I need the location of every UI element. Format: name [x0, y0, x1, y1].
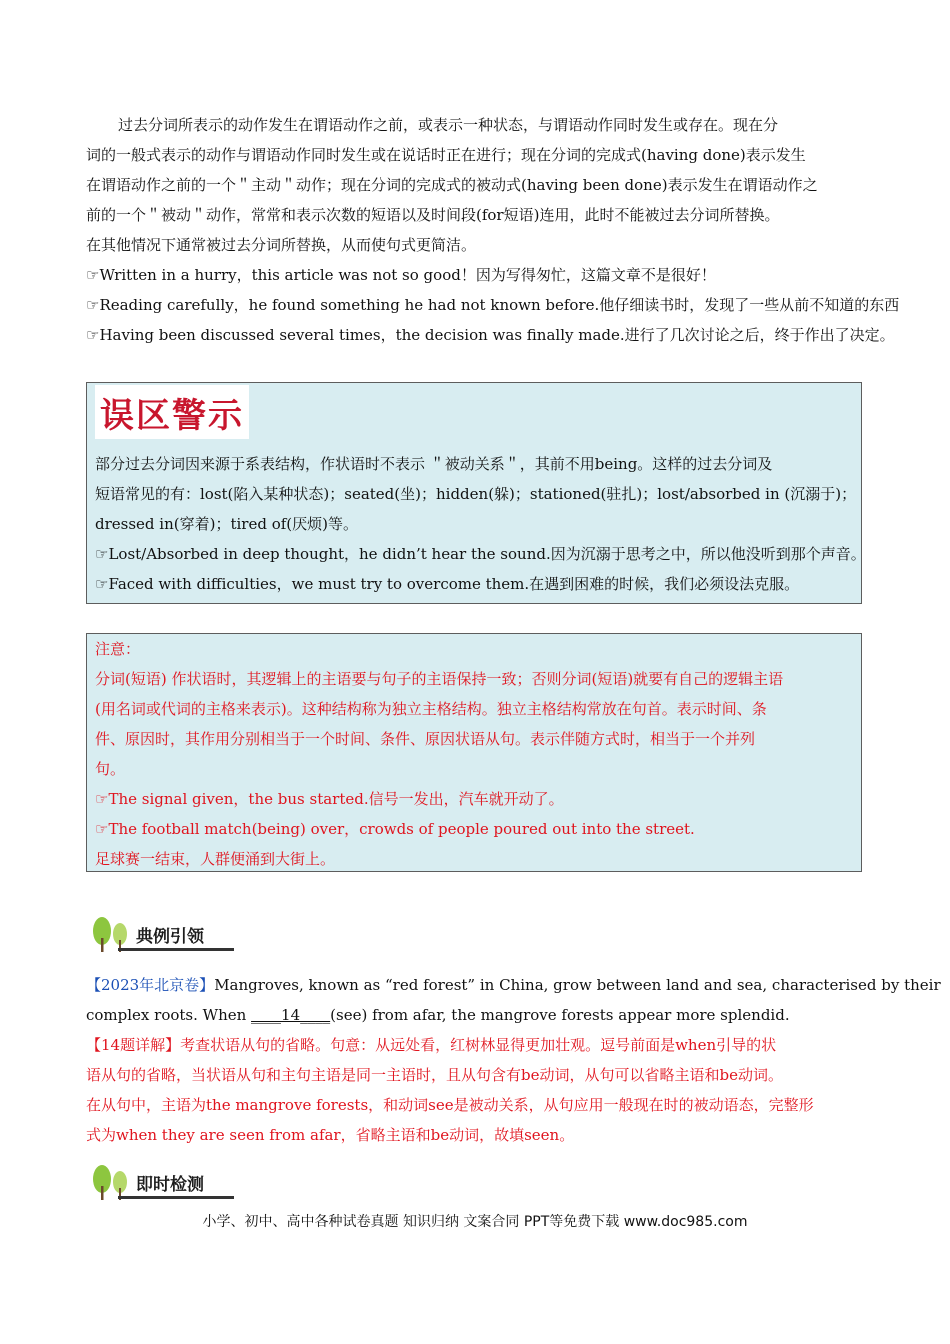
- example-sentence: ☞Written in a hurry，this article was not so good！因为写得匆忙，这篇文章不是很好！: [86, 266, 716, 284]
- intro-paragraph: [86, 110, 900, 350]
- question-source: 【2023年北京卷】: [86, 976, 215, 994]
- note-example-translation: 足球赛一结束，人群便涌到大街上。: [95, 850, 336, 868]
- warning-line: dressed in(穿着)；tired of(厌烦)等。: [95, 515, 358, 533]
- question-text: Mangroves, known as “red forest” in China, grow between land and sea, characterised by their: [214, 976, 941, 994]
- note-line: 件、原因时，其作用分别相当于一个时间、条件、原因状语从句。表示伴随方式时，相当于一个并列: [95, 730, 756, 748]
- section-underline: [118, 948, 234, 951]
- section-title: 典例引领: [136, 927, 204, 947]
- warning-box: [86, 382, 866, 604]
- intro-line: 过去分词所表示的动作发生在谓语动作之前，或表示一种状态，与谓语动作同时发生或存在。现在分: [118, 116, 779, 134]
- intro-line: 在其他情况下通常被过去分词所替换，从而使句式更简洁。: [86, 236, 477, 254]
- warning-example: ☞Lost/Absorbed in deep thought，he didn’t hear the sound.因为沉溺于思考之中，所以他没听到那个声音。: [95, 545, 866, 563]
- note-line: 句。: [95, 760, 126, 778]
- note-line: 分词(短语) 作状语时，其逻辑上的主语要与句子的主语保持一致；否则分词(短语)就要有自己的逻辑主语: [95, 670, 784, 688]
- page-footer: 小学、初中、高中各种试卷真题 知识归纳 文案合同 PPT等免费下载 www.doc985.com: [202, 1214, 748, 1230]
- answer-line: 语从句的省略，当状语从句和主句主语是同一主语时，且从句含有be动词，从句可以省略主语和be动词。: [86, 1066, 783, 1084]
- answer-line: 式为when they are seen from afar，省略主语和be动词，故填seen。: [86, 1126, 575, 1144]
- question-text: complex roots. When: [86, 1006, 252, 1024]
- question-text: (see) from afar, the mangrove forests appear more splendid.: [330, 1006, 790, 1024]
- note-example: ☞The football match(being) over，crowds of people poured out into the street.: [95, 820, 695, 838]
- warning-line: 短语常见的有：lost(陷入某种状态)；seated(坐)；hidden(躲)；stationed(驻扎)；lost/absorbed in (沉溺于)；: [95, 485, 857, 503]
- answer-line: 【14题详解】考查状语从句的省略。句意：从远处看，红树林显得更加壮观。逗号前面是when引导的状: [86, 1036, 777, 1054]
- example-question: [86, 970, 941, 1150]
- warning-line: 部分过去分词因来源于系表结构，作状语时不表示 ＂被动关系＂，其前不用being。这样的过去分词及: [95, 455, 773, 473]
- warning-example: ☞Faced with difficulties，we must try to overcome them.在遇到困难的时候，我们必须设法克服。: [95, 575, 800, 593]
- warning-logo-text: 误区警示: [100, 395, 244, 436]
- example-sentence: ☞Reading carefully，he found something he had not known before.他仔细读书时，发现了一些从前不知道的东西: [86, 296, 900, 314]
- note-box: [86, 633, 862, 872]
- question-blank: ____14____: [251, 1006, 331, 1024]
- section-title: 即时检测: [136, 1175, 204, 1195]
- note-line: (用名词或代词的主格来表示)。这种结构称为独立主格结构。独立主格结构常放在句首。表示时间、条: [95, 700, 767, 718]
- intro-line: 前的一个＂被动＂动作，常常和表示次数的短语以及时间段(for短语)连用，此时不能被过去分词所替换。: [86, 206, 780, 224]
- intro-line: 词的一般式表示的动作与谓语动作同时发生或在说话时正在进行；现在分词的完成式(having done)表示发生: [86, 146, 806, 164]
- intro-line: 在谓语动作之前的一个＂主动＂动作；现在分词的完成式的被动式(having been done)表示发生在谓语动作之: [86, 176, 818, 194]
- section-header-examples: [88, 914, 238, 954]
- warning-logo: [95, 385, 249, 439]
- section-header-check: [88, 1162, 238, 1202]
- note-heading: 注意：: [95, 640, 141, 658]
- answer-line: 在从句中，主语为the mangrove forests，和动词see是被动关系，从句应用一般现在时的被动语态，完整形: [86, 1096, 814, 1114]
- section-underline: [118, 1196, 234, 1199]
- example-sentence: ☞Having been discussed several times，the decision was finally made.进行了几次讨论之后，终于作出了决定。: [86, 326, 895, 344]
- note-example: ☞The signal given，the bus started.信号一发出，汽车就开动了。: [95, 790, 564, 808]
